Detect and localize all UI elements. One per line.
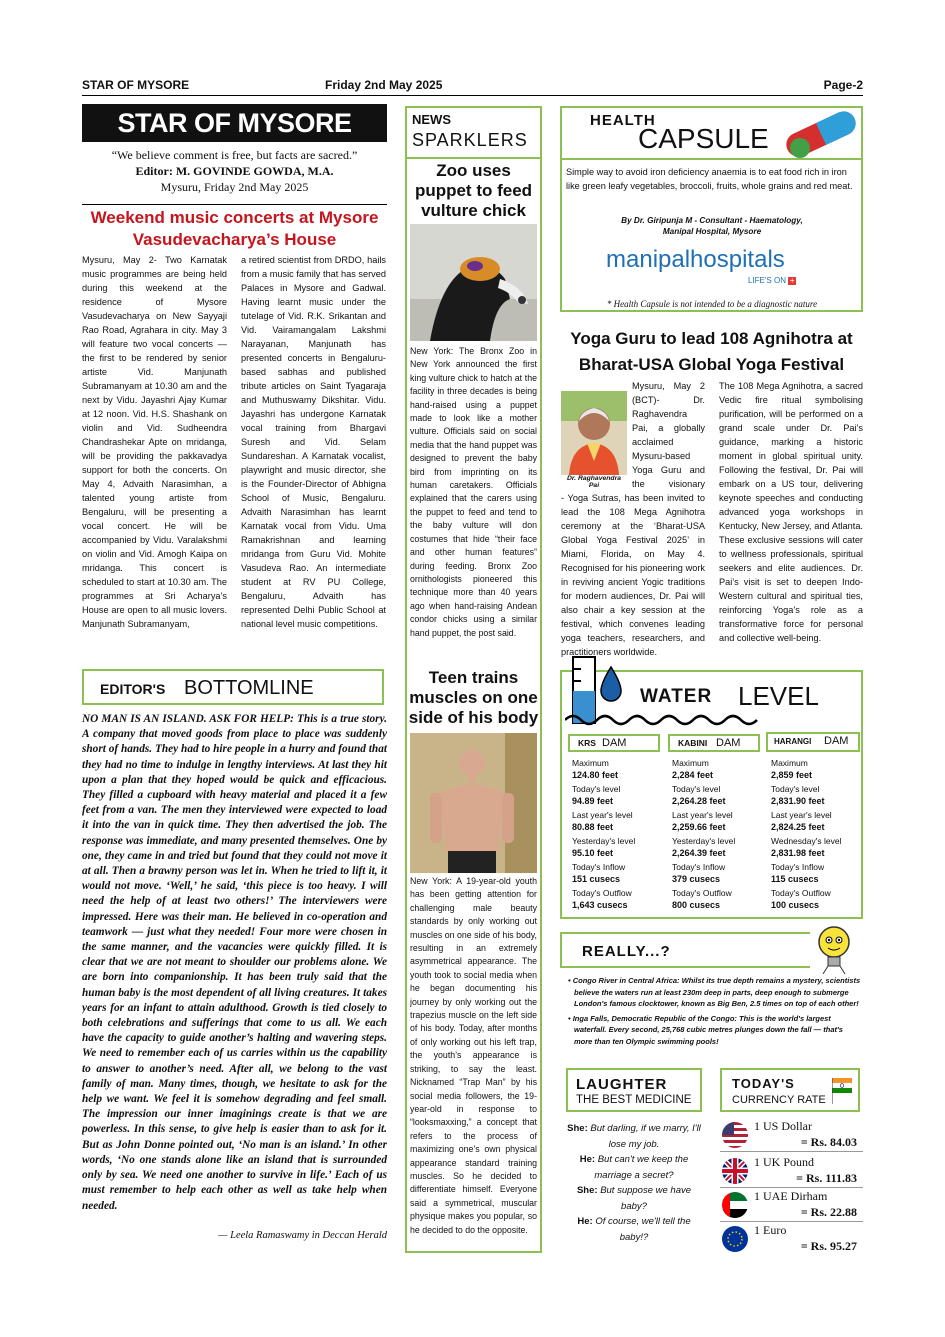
dam-row: Last year's level 2,824.25 feet [771, 810, 832, 832]
really-list [566, 975, 863, 1048]
rate-unit: 1 Euro [754, 1223, 787, 1237]
teen-photo [410, 733, 537, 873]
news-label-bold: NEWS [412, 112, 451, 127]
dam-row: Today's Outflow 800 cusecs [672, 888, 732, 910]
health-text: Simple way to avoid iron deficiency anaemia is to eat food rich in iron like green leafy vegetables, broccoli, fruits, whole grains and red meat. [566, 167, 853, 191]
masthead-title: STAR OF MYSORE [82, 104, 387, 142]
divider [82, 204, 387, 205]
water-label-bold: WATER [640, 686, 713, 707]
joke-line: She: But suppose we have baby? [576, 1185, 692, 1212]
rate-value: = Rs. 111.83 [796, 1171, 857, 1185]
concert-headline: Weekend music concerts at Mysore Vasudevacharya’s House [90, 208, 379, 249]
dam-name: DAM [602, 737, 627, 749]
capsule-icon [778, 108, 864, 160]
dam-row: Maximum 2,284 feet [672, 758, 714, 780]
us-flag-icon [722, 1122, 748, 1148]
divider [560, 158, 863, 160]
dam-row: Today's Outflow 1,643 cusecs [572, 888, 632, 910]
health-byline-1: By Dr. Giripunja M - Consultant - Haematology, [621, 216, 803, 225]
vulture-photo [410, 224, 537, 341]
rate-unit: 1 UAE Dirham [754, 1189, 828, 1203]
krs-dam-tab [568, 734, 660, 752]
dam-row: Last year's level 80.88 feet [572, 810, 633, 832]
dam-row: Maximum 2,859 feet [771, 758, 813, 780]
dam-name-bold: KABINI [678, 738, 708, 748]
issue-date: Friday 2nd May 2025 [325, 78, 443, 92]
dam-row: Today's Inflow 151 cusecs [572, 862, 626, 884]
yoga-photo-caption: Dr. Raghavendra Pai [566, 475, 622, 489]
really-label: REALLY...? [582, 943, 671, 960]
plus-icon: + [789, 275, 795, 285]
dam-row: Last year's level 2,259.66 feet [672, 810, 733, 832]
rate-row-gbp [720, 1154, 863, 1188]
dam-row: Today's level 2,831.90 feet [771, 784, 825, 806]
editorial-label-bold: EDITOR'S [100, 681, 166, 697]
health-byline-2: Manipal Hospital, Mysore [662, 227, 762, 236]
currency-label-light: CURRENCY RATE [732, 1094, 826, 1106]
manipal-tagline-text: LIFE'S ON [748, 276, 786, 285]
editorial-label-light: BOTTOMLINE [184, 677, 314, 699]
manipal-tagline [748, 276, 796, 285]
lightbulb-icon [815, 922, 853, 974]
health-byline [566, 215, 858, 237]
rate-value: = Rs. 22.88 [800, 1205, 857, 1219]
laughter-label-box [566, 1068, 702, 1112]
dam-row: Yesterday's level 2,264.39 feet [672, 836, 736, 858]
dam-row: Today's Inflow 379 cusecs [672, 862, 726, 884]
divider [405, 157, 542, 159]
concert-col1: Mysuru, May 2- Two Karnatak music programmes are being held during this weekend at the residence of Mysore Vasudevacharya on New Sayyaji Rao Road, Agrahara in city. May 3 will feature two vocal concerts — the first to be rendered by senior artiste Vid. Manjunath Subramanyam at 10.30 am and the next by Vidu. Jayashri Ajay Kumar at 12 noon. Vid. H.S. Shashank on violin and Vid. Sudheendra Chandrashekar Apte on mridanga, will be providing the pakkavadya support for both the concerts. On May 4, Advaith Narasimhan, a talented young artiste from Bengaluru, will be presenting a vocal concert. He will be accompanied by Vidu. Varalakshmi on violin and Vid. Amogh Kaipa on mridanga. This concert is scheduled to start at 10.30 am. The programmes at Sri Acharya’s House are open to all music lovers. Manjunath Subramanyam, [82, 255, 227, 629]
yoga-headline: Yoga Guru to lead 108 Agnihotra at Bharat-USA Global Yoga Festival [570, 329, 853, 374]
rate-unit: 1 UK Pound [754, 1155, 815, 1169]
editorial-credit: — Leela Ramaswamy in Deccan Herald [218, 1230, 387, 1241]
laughter-joke [566, 1121, 702, 1245]
laughter-label-light: THE BEST MEDICINE [576, 1094, 692, 1106]
yoga-col2: The 108 Mega Agnihotra, a sacred Vedic fire ritual symbolising purification, will be performed on a grand scale under Dr. Pai’s guidance, marking a historic moment in global spiritual unity. Following the festival, Dr. Pai will embark on a US tour, delivering keynote speeches and conducting advanced yoga workshops in Kentucky, New Jersey, and Atlanta. These exclusive sessions will cater to wellness professionals, spiritual seekers and elite audiences. Dr. Pai’s visit is set to deepen Indo-Western cultural and spiritual ties, reinforcing Yoga’s role as a transformative force for personal and collective well-being. [719, 381, 863, 643]
joke-line: He: Of course, we'll tell the baby!? [577, 1216, 691, 1243]
kabini-dam-table [672, 758, 764, 914]
dam-name-bold: KRS [578, 738, 596, 748]
joke-line: She: But darling, if we marry, I'll lose my job. [567, 1123, 701, 1150]
dam-name-bold: HARANGI [774, 737, 812, 746]
dam-row: Today's level 94.89 feet [572, 784, 621, 806]
news-story1-headline: Zoo uses puppet to feed vulture chick [414, 161, 533, 220]
top-bar [82, 78, 863, 96]
india-flag-icon [832, 1076, 854, 1104]
dam-row: Maximum 124.80 feet [572, 758, 619, 780]
rate-row-usd [720, 1118, 863, 1152]
krs-dam-table [572, 758, 664, 914]
yoga-lead: Mysuru, May 2 (BCT)- Dr. Raghavendra Pai, a globally acclaimed Mysuru-based Yoga Guru and the visionary [632, 381, 705, 489]
news-label-light: SPARKLERS [412, 130, 528, 150]
dam-row: Today's level 2,264.28 feet [672, 784, 726, 806]
kabini-dam-tab [668, 734, 760, 752]
editorial-body [82, 712, 387, 1232]
list-item: • Inga Falls, Democratic Republic of the Congo: This is the world's largest waterfall. Every second, 25,768 cubic metres plunges down the fall — that's more than ten Olympic swimming pools! [568, 1013, 843, 1046]
news-story2-text: New York: A 19-year-old youth has been getting attention for challenging male beauty standards by only working out muscles on one side of his body, resulting in an extremely asymmetrical appearance. The youth took to social media when he began documenting his journey by only working out the trapezius muscle on the left side of his body. Today, after months of only working out his left trap, the youth’s appearance is striking, to say the least. Nicknamed “Trap Man” by his social media followers, the 19-year-old in response to “looksmaxxing,” a concept that refers to the process of maximizing one’s own physical appearance standard training muscles. So he decided to differentiate himself. Everyone said a symmetrical, muscular physique makes you popular, so he decided to do the opposite. [410, 876, 537, 1235]
really-label-box [560, 932, 810, 968]
health-label-bold: HEALTH [590, 112, 656, 129]
editor-line: Editor: M. GOVINDE GOWDA, M.A. [135, 164, 334, 178]
health-label-light: CAPSULE [638, 123, 769, 154]
joke-line: He: But can't we keep the marriage a secret? [579, 1154, 689, 1181]
currency-label-box [720, 1068, 860, 1112]
rate-row-eur [720, 1222, 863, 1256]
yoga-col1: - Yoga Sutras, has been invited to lead the 108 Mega Agnihotra ceremony at the ‘Bharat-USA Global Yoga Festival 2025’ in Miami, Florida, on May 4. Recognised for his pioneering work in reviving ancient Yogic traditions for modern audiences, Dr. Pai will also chair a key session at the festival, which convenes leading yoga teachers, researchers, and practitioners worldwide. [561, 493, 705, 657]
harangi-dam-table [771, 758, 863, 914]
dam-row: Wednesday's level 2,831.98 feet [771, 836, 842, 858]
uk-flag-icon [722, 1158, 748, 1184]
paper-name: STAR OF MYSORE [82, 78, 190, 92]
harangi-dam-tab [766, 732, 860, 752]
rate-value: = Rs. 84.03 [800, 1135, 857, 1149]
dam-row: Yesterday's level 95.10 feet [572, 836, 636, 858]
uae-flag-icon [722, 1192, 748, 1218]
dam-row: Today's Outflow 100 cusecs [771, 888, 831, 910]
dam-name: DAM [716, 737, 741, 749]
list-item: • Congo River in Central Africa: Whilst its true depth remains a mystery, scientists believe the waters run at least 230m deep in parts, deep enough to submerge London's famous clocktower, known as Big Ben, 2.5 times on top of each other! [568, 976, 861, 1009]
dateline: Mysuru, Friday 2nd May 2025 [160, 180, 309, 194]
news-story1-text: New York: The Bronx Zoo in New York announced the first king vulture chick to hatch at the facility in three decades is being hand-raised using a puppet made to look like a mother vulture. Officials said on social media that the hand puppet was designed to prevent the baby bird from imprinting on its human caretakers. Officials explained that the carers using the puppet to feed and tend to the baby vulture will don costumes that hide “their face and other human features” during feeding. Bronx Zoo ornithologists pioneered this technique more than 40 years ago when hand-raising Andean condor chicks using a similar hand puppet, the post said. [410, 346, 537, 638]
page-number: Page-2 [823, 78, 863, 92]
rate-row-aed [720, 1188, 863, 1222]
concert-col2: a retired scientist from DRDO, hails from a music family that has served Palaces in Mysore and Gadwal. Having learnt music under the tutelage of Vid. R.K. Srikantan and Vid. Vairamangalam Lakshmi Narayanan, Manjunath has presented concerts in Bengaluru-based sabhas and published tribute articles on Saint Tyagaraja and Muthuswamy Dikshitar. Vidu. Jayashri has undergone Karnatak vocal training from Bhargavi Suresh and Vid. Selam Sundareshan. A Karnatak vocalist, playwright and music director, she is the Founder-Director of Abhigna School of Music, Bengaluru. Advaith Narasimhan has learnt Karnatak vocal from Vidu. Uma Ramakrishnan and learning mridanga from Guru Vid. Mohite Vasudeva Rao. An intermediate student at RV PU College, Bengaluru, Advaith has represented Delhi Public School at national level music competitions. [241, 255, 386, 629]
eu-flag-icon [722, 1226, 748, 1252]
currency-label-bold: TODAY'S [732, 1076, 795, 1091]
masthead-info [82, 147, 387, 195]
dam-name: DAM [824, 735, 849, 747]
news-story2-headline: Teen trains muscles on one side of his body [408, 668, 539, 727]
rate-value: = Rs. 95.27 [800, 1239, 857, 1253]
dam-row: Today's Inflow 115 cusecs [771, 862, 825, 884]
motto: “We believe comment is free, but facts are sacred.” [111, 148, 358, 162]
editorial-text: NO MAN IS AN ISLAND. ASK FOR HELP: This is a true story. A company that moved goods from place to place was suddenly short of hands. They had to hire people in a hurry and found that they had no time to indulge in lengthy interviews. At last they hit upon a plan that they hoped would be quick and efficacious. They filled a cupboard with heavy material and placed it a few feet from a van. The men they interviewed were expected to load it into the van in quick time. They then advertised the job. The response was immediate, and many presented themselves. One by one, they came in and tried but found that they could not move it at all. Then a brawny person was let in. When he tried to lift it, it would not move. ‘Well,’ he said, ‘this piece is too heavy. I will need the help of at least two others!’ The interviewers were impressed. Here was their man. He believed in co-operation and teamwork — just what they needed! Four more were chosen in the same manner, and the vacancies were quickly filled. It is clear that we are not meant to shoulder our problems alone. We are born into companionship. It has been truly said that the human baby is the most dependent of all living creatures. It takes years for an infant to attain adulthood. Growth is tied closely to both celebrations and sufferings that come to us all. We each have the capacity to guide another’s halting and wavering steps. We need to remember each of us carries within us the capability to answer to another’s need. After all, we belong to the vast family of man. Many times, though, we hesitate to ask for the help we want. We feel it is somehow degrading and feel small. The impression our inner imaginings create is that we are powerless. In this sense, to give help is easier than to ask for it. But as John Donne pointed out, ‘No man is an island.’ In other words, ‘No one stands alone like an island that is surrounded only by sea. We need one another to survive in life.’ Each of us must remember to help each other as well as take help when needed. [82, 713, 387, 1212]
water-label-light: LEVEL [738, 681, 819, 711]
manipal-logo: manipalhospitals [606, 246, 785, 273]
wave-icon [565, 710, 765, 726]
rate-unit: 1 US Dollar [754, 1119, 812, 1133]
laughter-label-bold: LAUGHTER [576, 1076, 668, 1093]
editorial-label-box [82, 669, 384, 705]
health-disclaimer: * Health Capsule is not intended to be a diagnostic nature [606, 299, 818, 309]
